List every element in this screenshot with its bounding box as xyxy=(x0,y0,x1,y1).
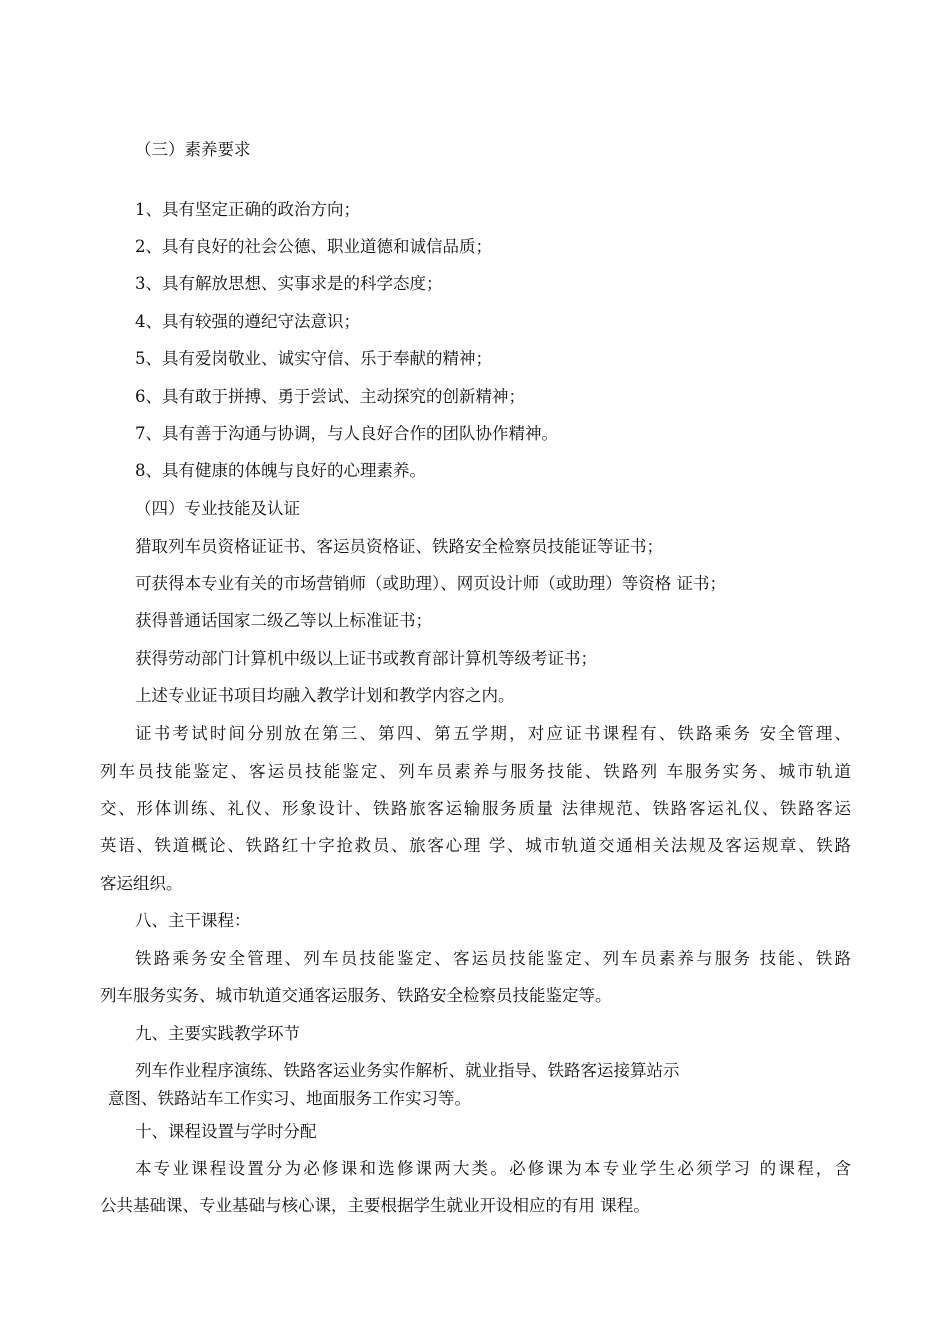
paragraph-line: 英语、铁道概论、铁路红十字抢救员、旅客心理 学、城市轨道交通相关法规及客运规章、铁路 xyxy=(100,836,851,855)
list-item: 5、具有爱岗敬业、诚实守信、乐于奉献的精神； xyxy=(135,349,492,368)
paragraph-line: 列车作业程序演练、铁路客运业务实作解析、就业指导、铁路客运接算站示 xyxy=(135,1061,680,1080)
list-item: 8、具有健康的体魄与良好的心理素养。 xyxy=(135,461,426,480)
paragraph-line: 交、形体训练、礼仪、形象设计、铁路旅客运输服务质量 法律规范、铁路客运礼仪、铁路客运 xyxy=(100,799,851,818)
text-line: 获得普通话国家二级乙等以上标准证书； xyxy=(135,611,432,630)
list-item: 6、具有敢于拼搏、勇于尝试、主动探究的创新精神； xyxy=(135,387,525,406)
text-line: 猎取列车员资格证证书、客运员资格证、铁路安全检察员技能证等证书； xyxy=(135,537,663,556)
paragraph-line: 证书考试时间分别放在第三、第四、第五学期，对应证书课程有、铁路乘务 安全管理、 xyxy=(135,724,851,743)
paragraph-line: 铁路乘务安全管理、列车员技能鉴定、客运员技能鉴定、列车员素养与服务 技能、铁路 xyxy=(135,949,851,968)
text-line: 获得劳动部门计算机中级以上证书或教育部计算机等级考证书； xyxy=(135,649,597,668)
list-item: 4、具有较强的遵纪守法意识； xyxy=(135,312,360,331)
section-heading-3: （三）素养要求 xyxy=(135,140,251,159)
section-heading-8: 八、主干课程： xyxy=(135,911,251,930)
section-heading-9: 九、主要实践教学环节 xyxy=(135,1024,300,1043)
paragraph-line: 列车服务实务、城市轨道交通客运服务、铁路安全检察员技能鉴定等。 xyxy=(100,986,612,1005)
text-line: 上述专业证书项目均融入教学计划和教学内容之内。 xyxy=(135,686,515,705)
list-item: 3、具有解放思想、实事求是的科学态度； xyxy=(135,274,443,293)
list-item: 1、具有坚定正确的政治方向； xyxy=(135,200,360,219)
text-line: 可获得本专业有关的市场营销师（或助理）、网页设计师（或助理）等资格 证书； xyxy=(135,574,726,593)
list-item: 7、具有善于沟通与协调，与人良好合作的团队协作精神。 xyxy=(135,424,558,443)
paragraph-line: 公共基础课、专业基础与核心课，主要根据学生就业开设相应的有用 课程。 xyxy=(100,1196,650,1215)
paragraph-line: 本专业课程设置分为必修课和选修课两大类。必修课为本专业学生必须学习 的课程，含 xyxy=(135,1159,851,1178)
paragraph-line: 意图、铁路站车工作实习、地面服务工作实习等。 xyxy=(108,1089,471,1108)
list-item: 2、具有良好的社会公德、职业道德和诚信品质； xyxy=(135,237,492,256)
section-heading-10: 十、课程设置与学时分配 xyxy=(135,1122,317,1141)
section-heading-4: （四）专业技能及认证 xyxy=(135,499,300,518)
paragraph-line: 客运组织。 xyxy=(100,874,183,893)
paragraph-line: 列车员技能鉴定、客运员技能鉴定、列车员素养与服务技能、铁路列 车服务实务、城市轨道 xyxy=(100,762,851,781)
